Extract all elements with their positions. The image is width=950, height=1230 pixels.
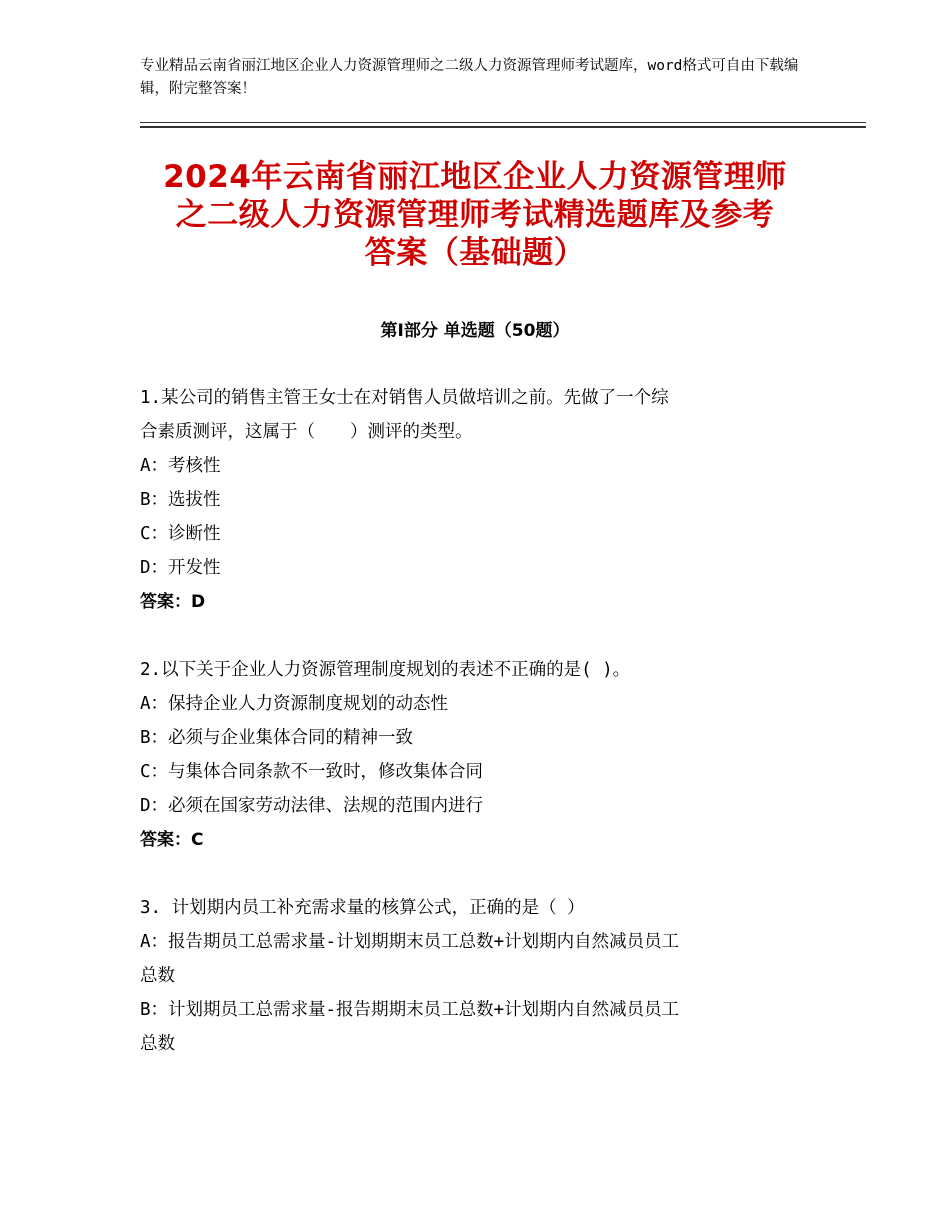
answer: 答案：C [140, 830, 204, 850]
option-d: D：必须在国家劳动法律、法规的范围内进行 [140, 796, 484, 816]
option-a: A：保持企业人力资源制度规划的动态性 [140, 694, 449, 714]
question-stem: 1.某公司的销售主管王女士在对销售人员做培训之前。先做了一个综 [140, 388, 669, 408]
option-a: A：考核性 [140, 456, 221, 476]
option-b: B：计划期员工总需求量-报告期期末员工总数+计划期内自然减员员工 [140, 1000, 680, 1020]
header-divider-thin [140, 122, 866, 123]
option-b: B：必须与企业集体合同的精神一致 [140, 728, 414, 748]
option-b: B：选拔性 [140, 490, 221, 510]
section-title: 第Ⅰ部分 单选题（50题） [380, 321, 570, 341]
option-a-continued: 总数 [140, 966, 175, 986]
question-3 [140, 891, 820, 1061]
option-a: A：报告期员工总需求量-计划期期末员工总数+计划期内自然减员员工 [140, 932, 680, 952]
question-stem: 合素质测评，这属于（ ）测评的类型。 [140, 422, 473, 442]
option-c: C：与集体合同条款不一致时，修改集体合同 [140, 762, 484, 782]
document-title [130, 158, 820, 272]
header-note: 专业精品云南省丽江地区企业人力资源管理师之二级人力资源管理师考试题库，word格式可自由下载编辑，附完整答案！ [140, 58, 799, 97]
spacer [140, 619, 820, 653]
title-line: 之二级人力资源管理师考试精选题库及参考 [175, 197, 775, 233]
header-divider-thick [140, 126, 866, 128]
answer: 答案：D [140, 592, 206, 612]
option-b-continued: 总数 [140, 1034, 175, 1054]
title-line: 2024年云南省丽江地区企业人力资源管理师 [163, 159, 787, 195]
title-line: 答案（基础题） [364, 235, 586, 271]
question-1 [140, 381, 820, 619]
option-c: C：诊断性 [140, 524, 221, 544]
question-list [140, 381, 820, 1061]
question-stem: 3. 计划期内员工补充需求量的核算公式，正确的是（ ） [140, 898, 585, 918]
spacer [140, 857, 820, 891]
question-2 [140, 653, 820, 857]
question-stem: 2.以下关于企业人力资源管理制度规划的表述不正确的是( )。 [140, 660, 631, 680]
option-d: D：开发性 [140, 558, 221, 578]
